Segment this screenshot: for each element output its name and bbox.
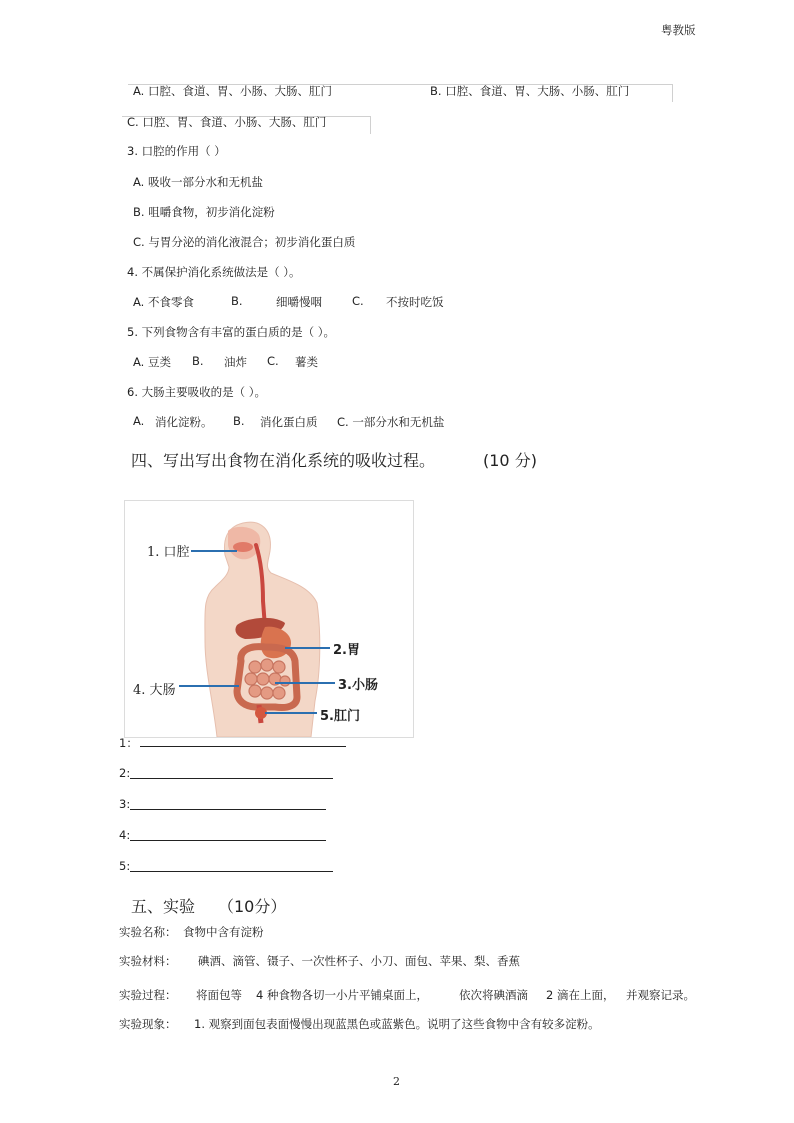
q5-option-b-label: B. <box>192 354 204 368</box>
q3-option-c: C. 与胃分泌的消化液混合；初步消化蛋白质 <box>133 235 356 249</box>
q6-option-b: 消化蛋白质 <box>260 415 318 429</box>
q6-option-a: 消化淀粉。 <box>155 415 213 429</box>
q4-option-b-label: B. <box>231 294 243 308</box>
label-large-intestine: 4. 大肠 <box>133 683 176 698</box>
experiment-process-label: 实验过程： <box>119 988 177 1002</box>
experiment-process-part3: 依次将碘酒滴 <box>459 988 528 1002</box>
answer-line-3[interactable] <box>130 809 326 810</box>
q2-option-a: A. 口腔、食道、胃、小肠、大肠、肛门 <box>133 84 332 98</box>
q6-option-c: C. 一部分水和无机盐 <box>337 415 445 429</box>
experiment-materials-value: 碘酒、滴管、镊子、一次性杯子、小刀、面包、苹果、梨、香蕉 <box>198 954 520 968</box>
q3-option-a: A. 吸收一部分水和无机盐 <box>133 175 263 189</box>
q5-option-a: A. 豆类 <box>133 355 171 369</box>
experiment-process-part1: 将面包等 <box>196 988 242 1002</box>
experiment-phenomenon-value: 1. 观察到面包表面慢慢出现蓝黑色或蓝紫色。说明了这些食物中含有较多淀粉。 <box>194 1017 600 1031</box>
blank-label-5: 5: <box>119 859 131 873</box>
label-stomach: 2.胃 <box>333 643 360 658</box>
section5-score: （10分） <box>218 897 287 916</box>
answer-line-5[interactable] <box>130 871 333 872</box>
page-number: 2 <box>393 1075 400 1088</box>
q2-option-c: C. 口腔、胃、食道、小肠、大肠、肛门 <box>127 115 327 129</box>
answer-line-1[interactable] <box>140 746 346 747</box>
label-anus: 5.肛门 <box>320 709 360 724</box>
label-mouth: 1. 口腔 <box>147 545 190 560</box>
section4-score: (10 分) <box>483 451 537 470</box>
body-illustration <box>125 501 413 737</box>
blank-label-1: 1： <box>119 736 138 750</box>
q5-stem: 5. 下列食物含有丰富的蛋白质的是（ ）。 <box>127 325 336 339</box>
q4-option-b: 细嚼慢咽 <box>276 295 322 309</box>
q6-option-b-label: B. <box>233 414 245 428</box>
experiment-name-value: 食物中含有淀粉 <box>183 925 264 939</box>
section4-title: 四、写出写出食物在消化系统的吸收过程。 <box>131 451 436 470</box>
edition-label: 粤教版 <box>661 23 696 37</box>
section5-title: 五、实验 <box>131 897 196 916</box>
blank-label-4: 4: <box>119 828 131 842</box>
experiment-materials-label: 实验材料： <box>119 954 177 968</box>
blank-label-2: 2: <box>119 766 131 780</box>
experiment-process-part4: 2 滴在上面， <box>546 988 615 1002</box>
experiment-process-part5: 并观察记录。 <box>626 988 695 1002</box>
q4-option-c: 不按时吃饭 <box>386 295 444 309</box>
digestive-system-diagram <box>124 500 414 738</box>
experiment-name-label: 实验名称： <box>119 925 177 939</box>
q4-stem: 4. 不属保护消化系统做法是（ ）。 <box>127 265 301 279</box>
q5-option-c: 薯类 <box>295 355 318 369</box>
q5-option-b: 油炸 <box>224 355 247 369</box>
experiment-process-part2: 4 种食物各切一小片平铺桌面上， <box>256 988 428 1002</box>
small-intestine-icon <box>245 659 290 699</box>
q4-option-a: A. 不食零食 <box>133 295 194 309</box>
q6-option-a-label: A. <box>133 414 145 428</box>
q4-option-c-label: C. <box>352 294 364 308</box>
label-small-intestine: 3.小肠 <box>338 678 378 693</box>
q5-option-c-label: C. <box>267 354 279 368</box>
experiment-phenomenon-label: 实验现象： <box>119 1017 177 1031</box>
q2-option-b: B. 口腔、食道、胃、大肠、小肠、肛门 <box>430 84 630 98</box>
blank-label-3: 3: <box>119 797 131 811</box>
answer-line-2[interactable] <box>130 778 333 779</box>
q6-stem: 6. 大肠主要吸收的是（ ）。 <box>127 385 267 399</box>
q3-stem: 3. 口腔的作用（ ） <box>127 144 226 158</box>
answer-line-4[interactable] <box>130 840 326 841</box>
q3-option-b: B. 咀嚼食物，初步消化淀粉 <box>133 205 275 219</box>
